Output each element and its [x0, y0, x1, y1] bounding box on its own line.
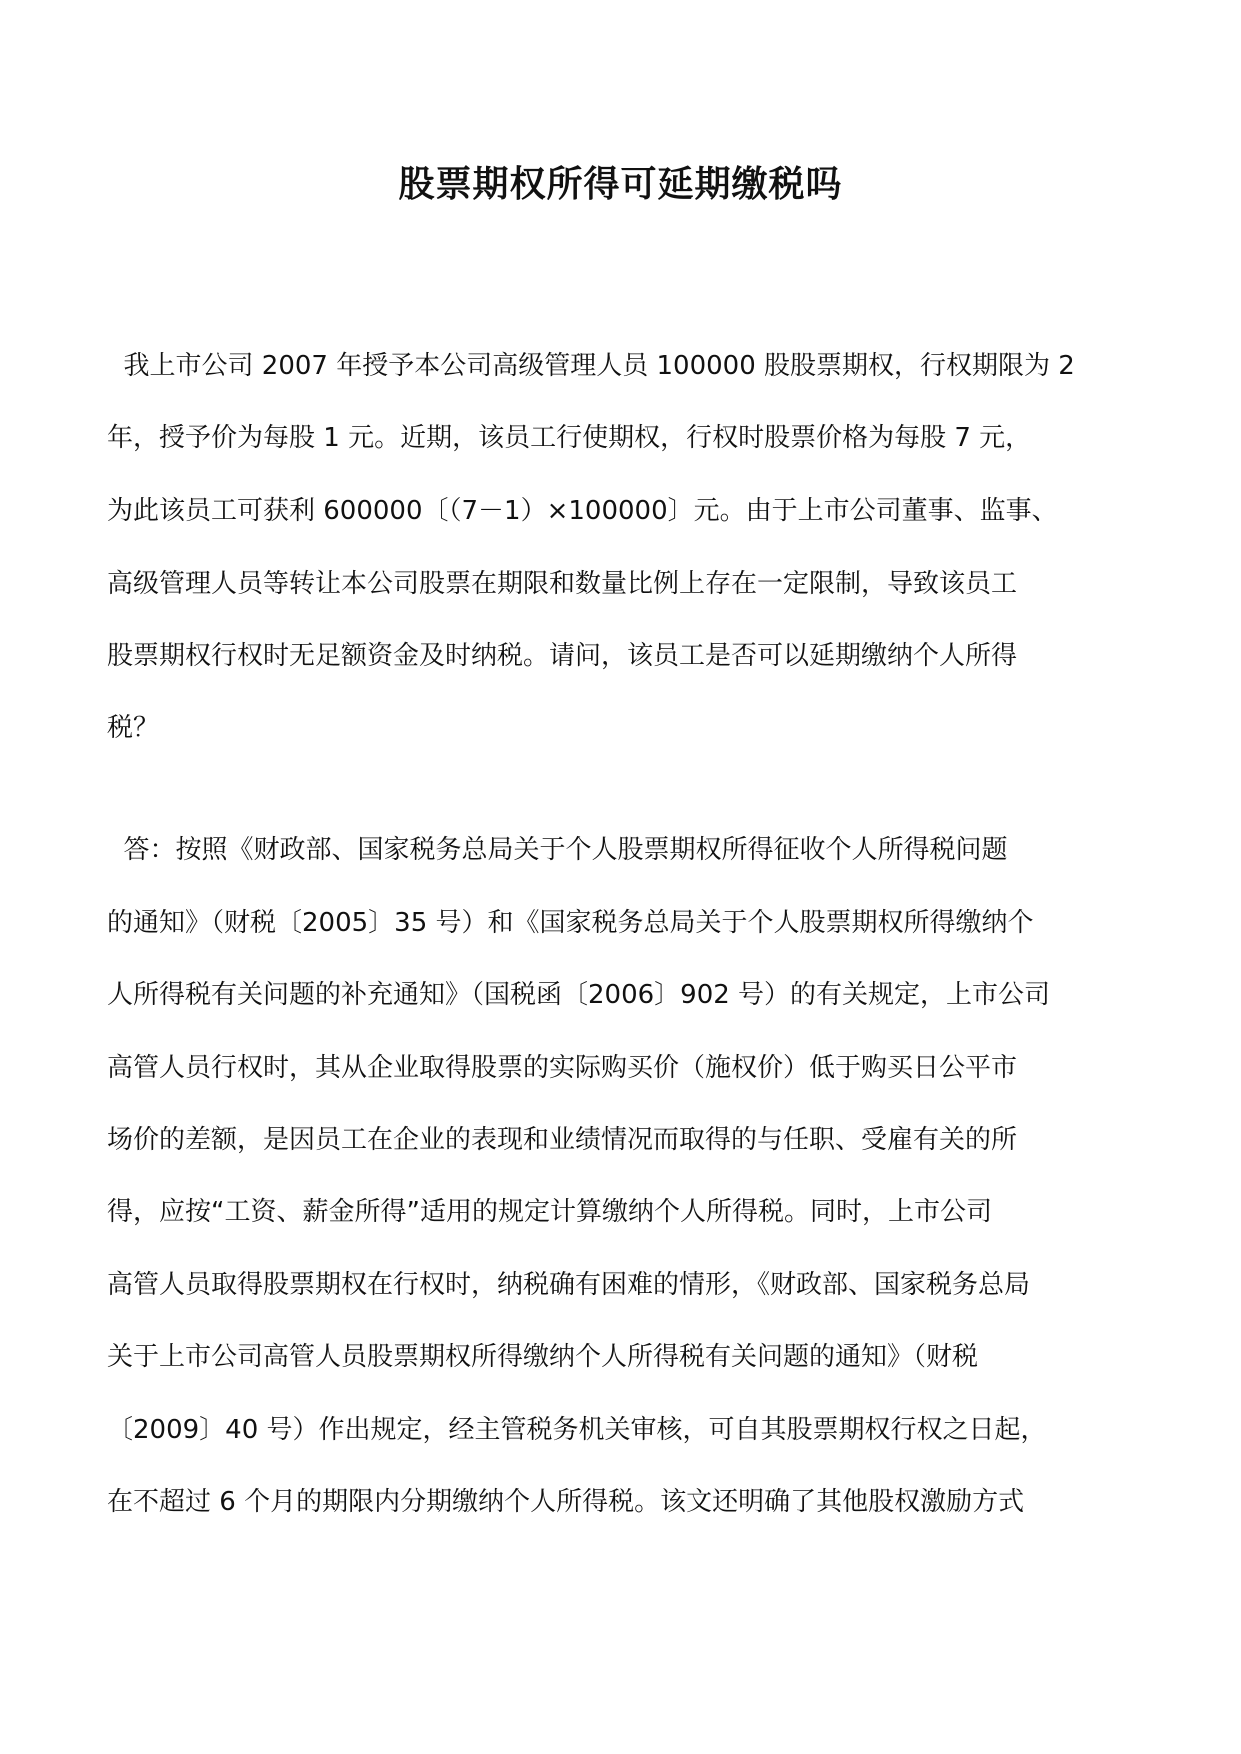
paragraph-line: 得，应按“工资、薪金所得”适用的规定计算缴纳个人所得税。同时，上市公司: [107, 1197, 992, 1227]
paragraph-line: 高管人员取得股票期权在行权时，纳税确有困难的情形，《财政部、国家税务总局: [107, 1270, 1031, 1300]
paragraph-line: 年，授予价为每股 1 元。近期，该员工行使期权，行权时股票价格为每股 7 元，: [107, 423, 1032, 453]
paragraph-line: 人所得税有关问题的补充通知》（国税函〔2006〕902 号）的有关规定，上市公司: [107, 980, 1051, 1010]
document-title: 股票期权所得可延期缴税吗: [398, 163, 843, 205]
paragraph-line: 高管人员行权时，其从企业取得股票的实际购买价（施权价）低于购买日公平市: [107, 1053, 1018, 1083]
paragraph-line: 我上市公司 2007 年授予本公司高级管理人员 100000 股股票期权，行权期限为 2: [107, 351, 1075, 381]
paragraph-line: 关于上市公司高管人员股票期权所得缴纳个人所得税有关问题的通知》（财税: [107, 1342, 979, 1372]
paragraph-line: 高级管理人员等转让本公司股票在期限和数量比例上存在一定限制，导致该员工: [107, 569, 1018, 599]
paragraph-line: 股票期权行权时无足额资金及时纳税。请问，该员工是否可以延期缴纳个人所得: [107, 641, 1018, 671]
paragraph-line: 税？: [107, 713, 160, 743]
paragraph-line: 〔2009〕40 号）作出规定，经主管税务机关审核，可自其股票期权行权之日起，: [107, 1415, 1047, 1445]
paragraph-line: 为此该员工可获利 600000〔（7－1）×100000〕元。由于上市公司董事、监事、: [107, 496, 1058, 526]
paragraph-line: 答：按照《财政部、国家税务总局关于个人股票期权所得征收个人所得税问题: [107, 835, 1008, 865]
paragraph-line: 场价的差额，是因员工在企业的表现和业绩情况而取得的与任职、受雇有关的所: [107, 1125, 1018, 1155]
paragraph-line: 的通知》（财税〔2005〕35 号）和《国家税务总局关于个人股票期权所得缴纳个: [107, 908, 1034, 938]
paragraph-line: 在不超过 6 个月的期限内分期缴纳个人所得税。该文还明确了其他股权激励方式: [107, 1487, 1025, 1517]
